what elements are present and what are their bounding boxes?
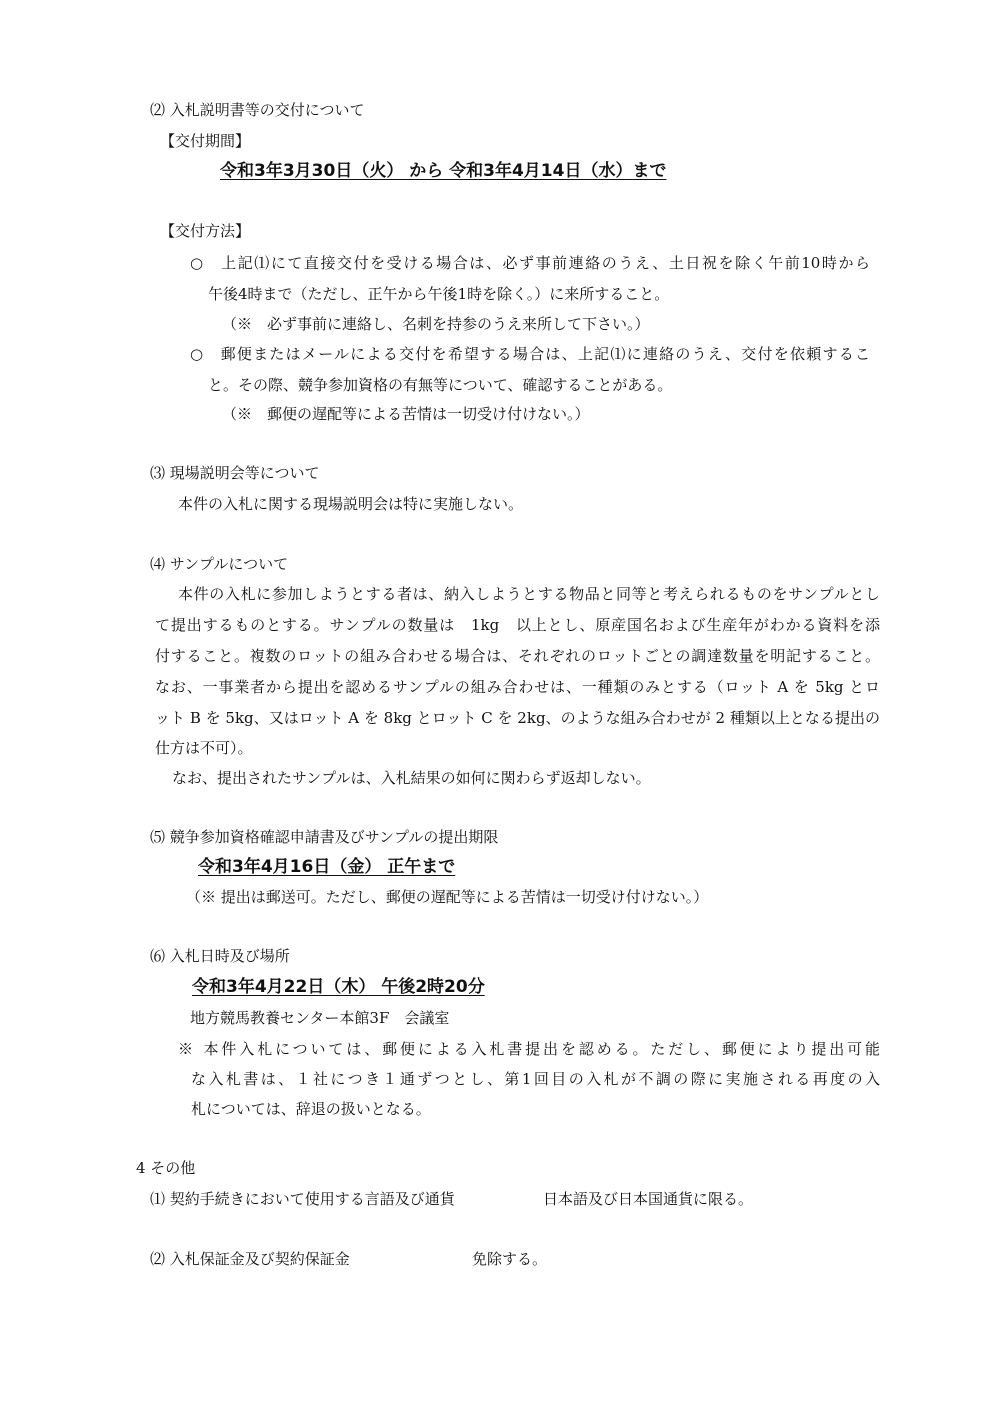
language-currency-label: ⑴ 契約手続きにおいて使用する言語及び通貨: [150, 1190, 455, 1208]
bullet-direct-line1: ○ 上記⑴にて直接交付を受ける場合は、必ず事前連絡のうえ、土日祝を除く午前10時から: [190, 254, 870, 272]
sample-paragraph-line: て提出するものとする。サンプルの数量は 1kg 以上とし、原産国名および生産年がわかる資料を添: [155, 616, 880, 634]
section-heading: ⑵ 入札説明書等の交付について: [150, 101, 365, 119]
sample-paragraph-line: 付すること。複数のロットの組み合わせる場合は、それぞれのロットごとの調達数量を明記すること。: [155, 647, 880, 665]
bullet-direct-note: （※ 必ず事前に連絡し、名刺を持参のうえ来所して下さい。）: [222, 315, 650, 333]
postal-bid-note-line: な入札書は、１社につき１通ずつとし、第1回目の入札が不調の際に実施される再度の入: [191, 1070, 880, 1088]
sample-paragraph-line: なお、一事業者から提出を認めるサンプルの組み合わせは、一種類のみとする（ロット A を 5kg とロ: [155, 678, 880, 696]
sample-paragraph-line: ット B を 5kg、又はロット A を 8kg とロット C を 2kg、のような組み合わせが 2 種類以上となる提出の: [155, 709, 880, 727]
deposit-label: ⑵ 入札保証金及び契約保証金: [150, 1250, 350, 1268]
sample-paragraph-line: 本件の入札に参加しようとする者は、納入しようとする物品と同等と考えられるものをサンプルとし: [178, 585, 880, 603]
section-heading: ⑹ 入札日時及び場所: [150, 947, 290, 965]
bullet-mail-note: （※ 郵便の遅配等による苦情は一切受け付けない。）: [222, 405, 590, 423]
sample-paragraph-line: なお、提出されたサンプルは、入札結果の如何に関わらず返却しない。: [172, 769, 651, 787]
method-label: 【交付方法】: [160, 222, 251, 240]
period-label: 【交付期間】: [160, 132, 251, 150]
sample-paragraph-line: 仕方は不可）。: [155, 739, 253, 757]
section-heading: ⑷ サンプルについて: [150, 555, 289, 573]
postal-bid-note-line: ※ 本件入札については、郵便による入札書提出を認める。ただし、郵便により提出可能: [178, 1040, 880, 1058]
section-text: 本件の入札に関する現場説明会は特に実施しない。: [178, 495, 524, 513]
section-heading: ⑶ 現場説明会等について: [150, 464, 320, 482]
deposit-value: 免除する。: [472, 1250, 548, 1268]
submission-note: （※ 提出は郵送可。ただし、郵便の遅配等による苦情は一切受け付けない。）: [186, 888, 709, 906]
section-heading: ⑸ 競争参加資格確認申請書及びサンプルの提出期限: [150, 828, 499, 846]
bullet-direct-line2: 午後4時まで（ただし、正午から午後1時を除く。）に来所すること。: [208, 285, 670, 303]
bullet-mail-line1: ○ 郵便またはメールによる交付を希望する場合は、上記⑴に連絡のうえ、交付を依頼するこ: [190, 345, 870, 363]
bid-place: 地方競馬教養センター本館3F 会議室: [190, 1009, 450, 1027]
section-heading-other: 4 その他: [136, 1159, 196, 1177]
submission-deadline: 令和3年4月16日（金） 正午まで: [198, 857, 456, 877]
postal-bid-note-line: 札については、辞退の扱いとなる。: [191, 1100, 431, 1118]
issue-period: 令和3年3月30日（火） から 令和3年4月14日（水）まで: [220, 161, 667, 181]
bullet-mail-line2: と。その際、競争参加資格の有無等について、確認することがある。: [208, 376, 673, 394]
bid-datetime: 令和3年4月22日（木） 午後2時20分: [192, 977, 485, 997]
language-currency-value: 日本語及び日本国通貨に限る。: [543, 1190, 754, 1208]
